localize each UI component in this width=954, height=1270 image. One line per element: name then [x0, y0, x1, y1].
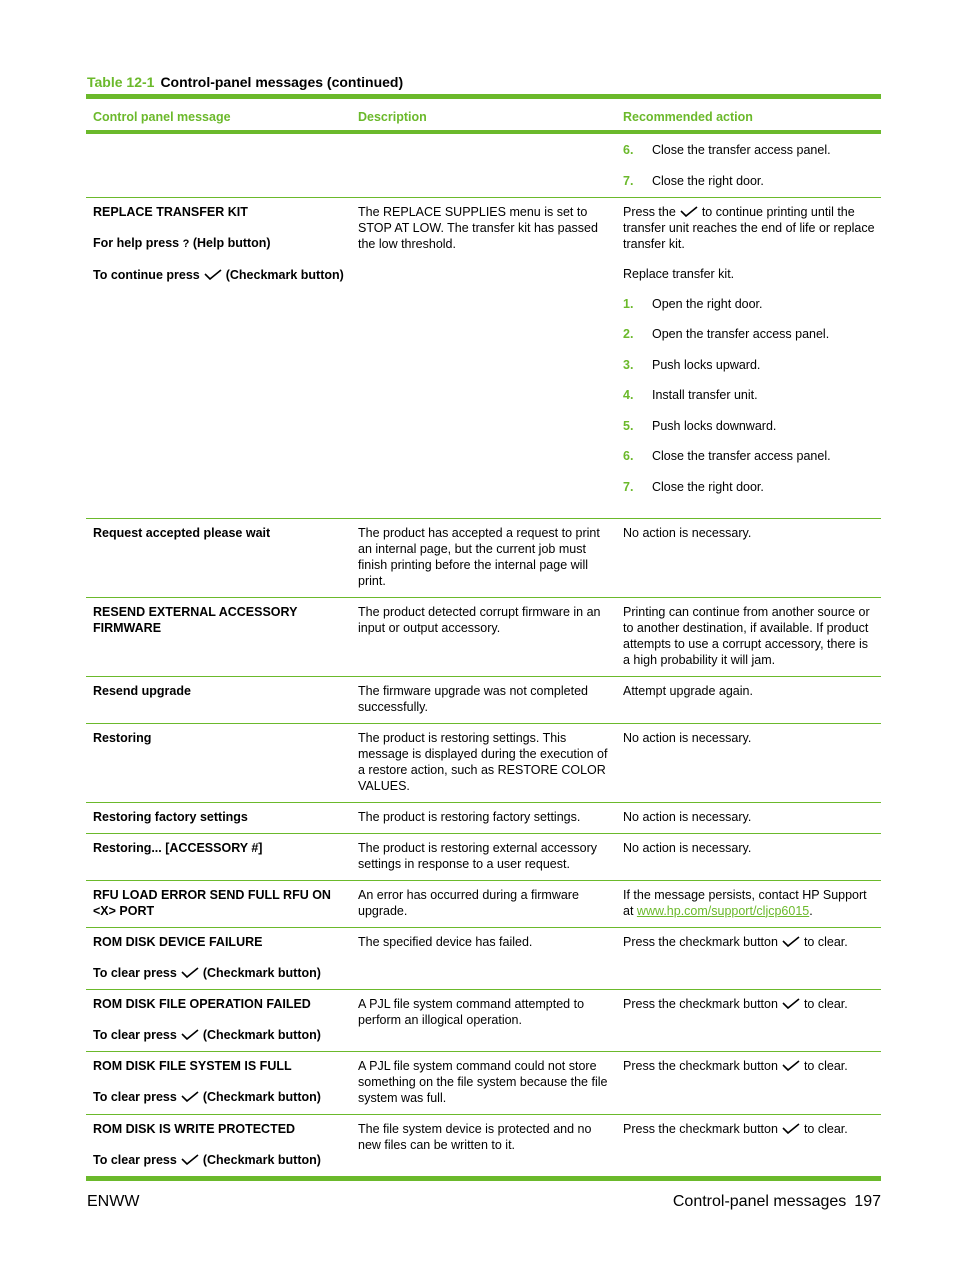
table-row	[86, 834, 881, 881]
message-text: ROM DISK FILE OPERATION FAILED	[93, 996, 311, 1011]
description-text: An error has occurred during a firmware upgrade.	[358, 887, 579, 918]
footer-section: Control-panel messages	[672, 1193, 847, 1210]
list-item: 5. Push locks downward.	[623, 418, 777, 433]
action-text: Press the checkmark button to clear.	[623, 1058, 848, 1073]
action-text: No action is necessary.	[623, 525, 752, 540]
replace-steps	[623, 296, 875, 495]
table-row	[86, 519, 881, 598]
message-text: RESEND EXTERNAL ACCESSORY FIRMWARE	[93, 604, 298, 635]
description-text: A PJL file system command attempted to perform an illogical operation.	[358, 996, 585, 1027]
table-row	[86, 724, 881, 803]
action-text: Press the checkmark button to clear.	[623, 1121, 848, 1136]
action-text: Printing can continue from another source or to another destination, if available. If product attempts to use a corrupt accessory, there is a high probability it will jam.	[623, 604, 870, 667]
checkmark-icon	[181, 967, 199, 978]
table-row	[86, 928, 881, 990]
message-text: ROM DISK IS WRITE PROTECTED	[93, 1121, 296, 1136]
footer-right	[673, 1193, 881, 1211]
action-text: Press the checkmark button to clear.	[623, 934, 848, 949]
action-text: Attempt upgrade again.	[623, 683, 753, 698]
checkmark-icon	[782, 936, 800, 947]
list-item: 7. Close the right door.	[623, 479, 764, 494]
table-row	[86, 990, 881, 1052]
table-header	[86, 99, 881, 134]
checkmark-icon	[782, 1060, 800, 1071]
checkmark-icon	[680, 206, 698, 217]
description-text: The specified device has failed.	[358, 934, 533, 949]
action-text: Press the checkmark button to clear.	[623, 996, 848, 1011]
page-number: 197	[854, 1193, 881, 1210]
description-text: The product is restoring factory settings.	[358, 809, 581, 824]
list-item: 7. Close the right door.	[623, 173, 764, 188]
list-item: 3. Push locks upward.	[623, 357, 761, 372]
list-item: 6. Close the transfer access panel.	[623, 449, 831, 463]
checkmark-icon	[181, 1091, 199, 1102]
continued-steps	[623, 142, 875, 189]
message-text: RFU LOAD ERROR SEND FULL RFU ON <X> PORT	[93, 887, 331, 918]
clear-line: To clear press (Checkmark button)	[93, 1089, 321, 1104]
table-caption	[87, 74, 403, 90]
message-text: ROM DISK FILE SYSTEM IS FULL	[93, 1058, 292, 1073]
list-item: 4. Install transfer unit.	[623, 388, 758, 402]
description-text: The product is restoring settings. This message is displayed during the execution of a restore action, such as RESTORE COLOR VALUES.	[358, 730, 608, 793]
clear-line: To clear press (Checkmark button)	[93, 1027, 321, 1042]
checkmark-icon	[782, 998, 800, 1009]
checkmark-icon	[181, 1154, 199, 1165]
checkmark-icon	[181, 1029, 199, 1040]
message-text: Restoring factory settings	[93, 809, 248, 824]
table-row	[86, 134, 881, 198]
messages-table	[86, 94, 881, 1181]
clear-line: To clear press (Checkmark button)	[93, 1152, 321, 1167]
message-text: Request accepted please wait	[93, 525, 271, 540]
table-row	[86, 677, 881, 724]
checkmark-icon	[782, 1123, 800, 1134]
footer-left: ENWW	[87, 1193, 140, 1210]
description-text: The REPLACE SUPPLIES menu is set to STOP AT LOW. The transfer kit has passed the low threshold.	[358, 204, 598, 251]
table-row	[86, 598, 881, 677]
help-line: For help press ? (Help button)	[93, 235, 271, 250]
action-text: No action is necessary.	[623, 809, 752, 824]
help-icon: ?	[182, 237, 190, 250]
checkmark-icon	[204, 269, 222, 280]
message-text: Restoring	[93, 730, 152, 745]
table-row	[86, 198, 881, 519]
message-text: Restoring... [ACCESSORY #]	[93, 840, 263, 855]
table-row	[86, 1052, 881, 1115]
continue-line: To continue press (Checkmark button)	[93, 267, 344, 282]
header-recommended-action: Recommended action	[623, 110, 753, 124]
description-text: A PJL file system command could not store something on the file system because the file system was full.	[358, 1058, 608, 1105]
table-title: Control-panel messages (continued)	[160, 74, 404, 90]
description-text: The file system device is protected and no new files can be written to it.	[358, 1121, 592, 1152]
list-item: 6. Close the transfer access panel.	[623, 143, 831, 157]
table-row	[86, 1115, 881, 1176]
message-text: REPLACE TRANSFER KIT	[93, 204, 248, 219]
description-text: The product detected corrupt firmware in an input or output accessory.	[358, 604, 601, 635]
support-link[interactable]: www.hp.com/support/cljcp6015	[636, 903, 810, 918]
action-text: No action is necessary.	[623, 840, 752, 855]
message-text: Resend upgrade	[93, 683, 191, 698]
action-text: Press the to continue printing until the transfer unit reaches the end of life or replace transfer kit.	[623, 204, 875, 251]
header-description: Description	[358, 110, 427, 124]
header-control-panel-message: Control panel message	[93, 110, 231, 124]
description-text: The product is restoring external accessory settings in response to a user request.	[358, 840, 597, 871]
table-row	[86, 881, 881, 928]
description-text: The firmware upgrade was not completed successfully.	[358, 683, 588, 714]
action-text: If the message persists, contact HP Support at www.hp.com/support/cljcp6015.	[623, 887, 867, 918]
action-text: Replace transfer kit.	[623, 266, 735, 281]
description-text: The product has accepted a request to print an internal page, but the current job must finish printing before the internal page will print.	[358, 525, 600, 588]
list-item: 2. Open the transfer access panel.	[623, 327, 830, 341]
list-item: 1. Open the right door.	[623, 296, 763, 311]
clear-line: To clear press (Checkmark button)	[93, 965, 321, 980]
message-text: ROM DISK DEVICE FAILURE	[93, 934, 263, 949]
table-row	[86, 803, 881, 834]
action-text: No action is necessary.	[623, 730, 752, 745]
table-number: Table 12-1	[87, 74, 155, 90]
